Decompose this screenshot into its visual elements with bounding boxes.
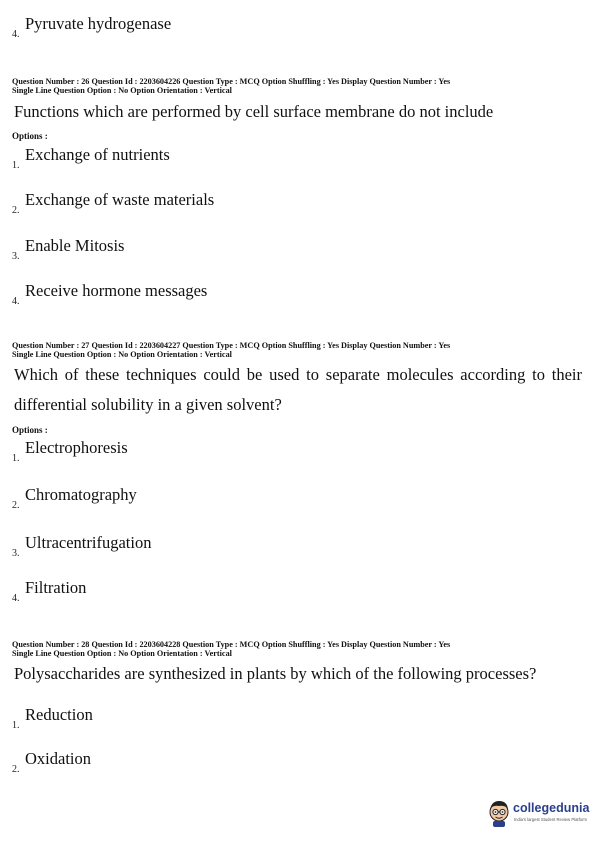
question-26-text: Functions which are performed by cell surface membrane do not include xyxy=(14,102,494,121)
logo-tagline: India's largest Student Review Platform xyxy=(514,817,587,822)
meta-line: Question Number : 27 Question Id : 2203604227 Question Type : MCQ Option Shuffling : Yes Display Question Number : Yes xyxy=(12,341,451,350)
option-text: Exchange of nutrients xyxy=(25,145,170,164)
option-number: 4. xyxy=(12,593,20,604)
question-26-option-4[interactable] xyxy=(12,281,572,307)
question-28-text: Polysaccharides are synthesized in plants by which of the following processes? xyxy=(14,664,537,683)
option-text: Reduction xyxy=(25,705,93,724)
option-prev-4[interactable] xyxy=(12,14,572,40)
meta-line: Single Line Question Option : No Option Orientation : Vertical xyxy=(12,648,232,658)
question-27-option-1[interactable] xyxy=(12,438,572,464)
student-mascot-icon xyxy=(487,798,511,828)
option-number: 3. xyxy=(12,251,20,262)
option-number: 2. xyxy=(12,764,20,775)
option-number: 3. xyxy=(12,548,20,559)
options-label: Options : xyxy=(12,425,48,435)
question-27-option-3[interactable] xyxy=(12,533,572,559)
option-number: 1. xyxy=(12,160,20,171)
question-27-option-4[interactable] xyxy=(12,578,572,604)
question-26-option-2[interactable] xyxy=(12,190,572,216)
option-number: 2. xyxy=(12,500,20,511)
option-text: Filtration xyxy=(25,578,87,597)
question-28-option-1[interactable] xyxy=(12,705,572,731)
question-28-option-2[interactable] xyxy=(12,749,572,775)
question-27-text: Which of these techniques could be used to separate molecules according to their differential solubility in a given solvent? xyxy=(14,365,582,414)
logo-brand-text: collegedunia xyxy=(513,801,590,815)
option-text: Exchange of waste materials xyxy=(25,190,215,209)
question-27-meta xyxy=(12,342,584,359)
option-number: 1. xyxy=(12,720,20,731)
question-26-option-3[interactable] xyxy=(12,236,572,262)
meta-line: Question Number : 28 Question Id : 2203604228 Question Type : MCQ Option Shuffling : Yes Display Question Number : Yes xyxy=(12,640,451,649)
meta-line: Single Line Question Option : No Option Orientation : Vertical xyxy=(12,85,232,95)
option-text: Oxidation xyxy=(25,749,91,768)
question-26-meta xyxy=(12,78,584,95)
options-label: Options : xyxy=(12,131,48,141)
option-number: 4. xyxy=(12,29,20,40)
option-number: 2. xyxy=(12,205,20,216)
question-27-option-2[interactable] xyxy=(12,485,572,511)
option-number: 1. xyxy=(12,453,20,464)
option-text: Ultracentrifugation xyxy=(25,533,152,552)
collegedunia-logo[interactable] xyxy=(487,798,590,832)
question-26-option-1[interactable] xyxy=(12,145,572,171)
meta-line: Single Line Question Option : No Option Orientation : Vertical xyxy=(12,349,232,359)
option-text: Enable Mitosis xyxy=(25,236,125,255)
option-text: Chromatography xyxy=(25,485,137,504)
meta-line: Question Number : 26 Question Id : 2203604226 Question Type : MCQ Option Shuffling : Yes Display Question Number : Yes xyxy=(12,77,451,86)
option-text: Pyruvate hydrogenase xyxy=(25,14,172,33)
option-number: 4. xyxy=(12,296,20,307)
option-text: Receive hormone messages xyxy=(25,281,208,300)
option-text: Electrophoresis xyxy=(25,438,128,457)
question-28-meta xyxy=(12,641,584,658)
